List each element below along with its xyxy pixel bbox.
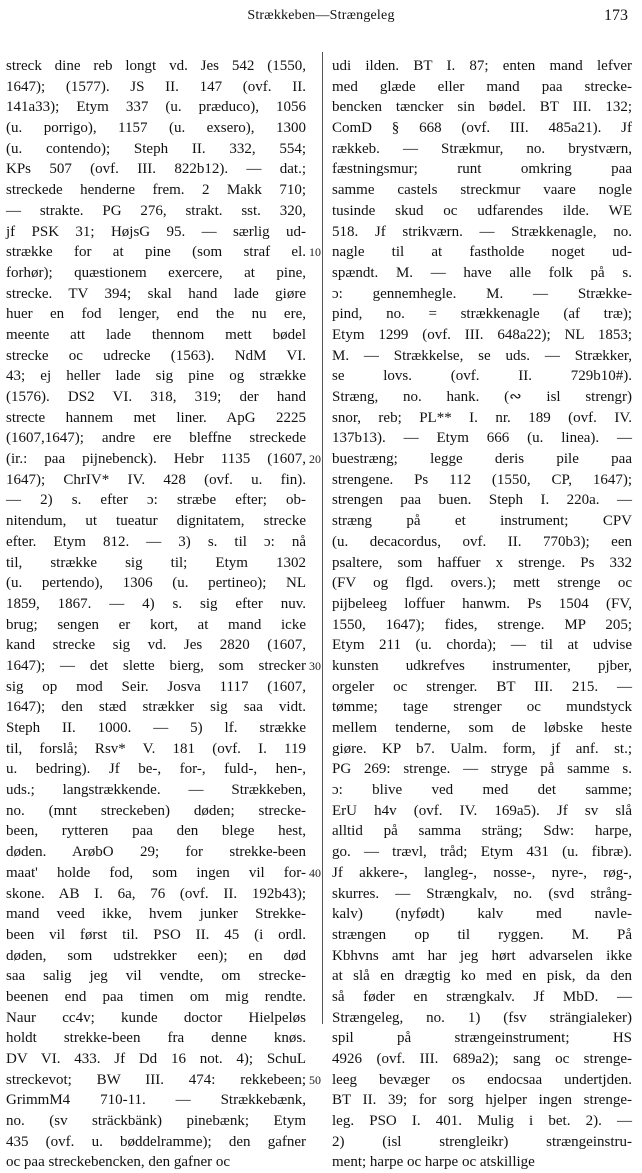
text-line: (u. contendo); Steph II. 332, 554; — [6, 140, 306, 157]
text-line: alltid på samma sträng; Sdw: harpe, — [332, 823, 632, 840]
text-line: (u. decacordus, ovf. II. 770b3); een — [332, 533, 632, 550]
text-line: at slå en drægtig ko med en pisk, da den — [332, 968, 632, 985]
text-line: (1576). DS2 VI. 318, 319; der hand — [6, 389, 306, 405]
text-line: 43; ej heller lade sig pine og strække — [6, 368, 306, 385]
text-line: udi ilden. BT I. 87; enten mand lefver — [332, 58, 632, 74]
text-line: uds.; langstrækkende. — Strækkeben, — [6, 782, 306, 799]
text-line: tusinde skud oc udfarendes ilde. WE — [332, 202, 632, 219]
text-line: fæstningsmur; runt omkring paa — [332, 161, 632, 178]
text-line: (u. pertendo), 1306 (u. pertineo); NL — [6, 575, 306, 592]
text-line: mand veed ikke, hvem junker Strekke- — [6, 906, 306, 923]
text-line: maat' holde fod, som ingen vil for- — [6, 864, 306, 881]
text-line: efter. Etym 812. — 3) s. til ɔ: nå — [6, 533, 306, 550]
text-line: leeg bevæger os endocsaa undertjden. — [332, 1071, 632, 1088]
text-line: Steph II. 1000. — 5) lf. strække — [6, 720, 306, 736]
text-line: 137b13). — Etym 666 (u. linea). — — [332, 430, 632, 447]
text-line: holdt strekke-been fra denne knøs. — [6, 1030, 306, 1047]
text-line: Etym 211 (u. chorda); — til at udvise — [332, 637, 632, 654]
text-line: 4926 (ovf. III. 689a2); sang oc strenge- — [332, 1051, 632, 1067]
text-line: meente att lade thennom mett bødel — [6, 326, 306, 343]
text-line: døden. ArøbO 29; for strekke-been — [6, 844, 306, 861]
text-line: strængen op til ryggen. M. På — [332, 926, 632, 943]
text-line: been, rytteren paa den blege hest, — [6, 823, 306, 840]
text-line: Etym 1299 (ovf. III. 648a22); NL 1853; — [332, 326, 632, 343]
text-line: ComD § 668 (ovf. III. 485a21). Jf — [332, 120, 632, 137]
line-number: 30 — [309, 659, 321, 674]
text-line: orgeler oc strenger. BT III. 215. — — [332, 678, 632, 695]
text-line: strengen paa buen. Steph I. 220a. — — [332, 492, 632, 509]
text-line: døden, som udstrekker een); en død — [6, 947, 306, 964]
text-line: 518. Jf strikværn. — Strækkenagle, no. — [332, 223, 632, 240]
text-line: BT II. 39; for sorg hjelper ingen strenge- — [332, 1092, 632, 1109]
text-line: Stræng, no. hank. (∾ isl strengr) — [332, 389, 632, 405]
text-line: 141a33); Etym 337 (u. præduco), 1056 — [6, 99, 306, 116]
text-line: med glæde eller mand paa strecke- — [332, 78, 632, 95]
text-line: brug; sengen er kort, at mand icke — [6, 616, 306, 633]
text-line: kalv) (nyfødt) kalv med navle- — [332, 906, 632, 923]
text-line: Kbhvns amt har jeg hørt advarselen ikke — [332, 947, 632, 964]
text-line: no. (mnt streckeben) døden; strecke- — [6, 802, 306, 819]
line-number-margin — [309, 56, 333, 1088]
text-line: go. — trævl, tråd; Etym 431 (u. fibræ). — [332, 844, 632, 861]
text-line: nagle til at fastholde noget ud- — [332, 244, 632, 261]
text-line: (1607,1647); andre ere bleffne streckede — [6, 430, 306, 447]
text-line: strengene. Ps 112 (1550, CP, 1647); — [332, 471, 632, 488]
page-title: Strækkeben—Strængeleg — [247, 8, 395, 23]
text-line: huer en fod lenger, end the nu ere, — [6, 306, 306, 323]
text-line: been vil først til. PSO II. 45 (i ordl. — [6, 926, 306, 943]
text-line: strecke. TV 394; skal hand lade giøre — [6, 285, 306, 302]
text-line: psaltere, som haffuer x strenge. Ps 332 — [332, 554, 632, 571]
text-line: sig op mod Seir. Josva 1117 (1607, — [6, 678, 306, 695]
text-line: KPs 507 (ovf. III. 822b12). — dat.; — [6, 161, 306, 178]
text-line: GrimmM4 710-11. — Strækkebænk, — [6, 1092, 306, 1109]
text-line: kunsten udkrefves instrumenter, pjber, — [332, 657, 632, 674]
text-line: 1550, 1647); fides, strenge. MP 205; — [332, 616, 632, 633]
text-line: giøre. KP b7. Ualm. form, jf anf. st.; — [332, 740, 632, 757]
text-line: Naur cc4v; kunde doctor Hielpeløs — [6, 1009, 306, 1026]
text-line: bencken tæncker sin bødel. BT III. 132; — [332, 99, 632, 116]
text-line: Strængeleg, no. 1) (fsv strängialeker) — [332, 1009, 632, 1026]
text-line: skurres. — Strængkalv, no. (svd strång- — [332, 885, 632, 902]
text-line: ɔ: blive ved med det samme; — [332, 782, 632, 799]
line-number: 40 — [309, 866, 321, 881]
text-line: skone. AB I. 6a, 76 (ovf. II. 192b43); — [6, 885, 306, 902]
text-line: 1647); den stæd strækker sig saa vidt. — [6, 699, 306, 716]
text-line: til, forslå; Rsv* V. 181 (ovf. I. 119 — [6, 740, 306, 757]
text-line: forhør); quæstionem exercere, at pine, — [6, 264, 306, 281]
text-line: pijbeleeg loffuer hanwm. Ps 1504 (FV, — [332, 595, 632, 612]
text-line: nitendum, ut tueatur dignitatem, strecke — [6, 513, 306, 530]
text-line: ErU h4v (ovf. IV. 169a5). Jf sv slå — [332, 802, 632, 819]
text-line: saa salig jeg vil vendte, om strecke- — [6, 968, 306, 985]
text-line: spil på strængeinstrument; HS — [332, 1030, 632, 1047]
text-line: mellem tenderne, som de løbske heste — [332, 720, 632, 736]
text-line: kand strecke sig vd. Jes 2820 (1607, — [6, 637, 306, 654]
line-number: 10 — [309, 245, 321, 260]
text-line: 1647); (1577). JS II. 147 (ovf. II. — [6, 78, 306, 95]
right-column — [332, 56, 632, 1171]
text-line: til, strække sig til; Etym 1302 — [6, 554, 306, 571]
text-line: streckede henderne frem. 2 Makk 710; — [6, 182, 306, 199]
text-line: (FV og flgd. overs.); mett strenge oc — [332, 575, 632, 592]
text-line: snor, reb; PL** I. nr. 189 (ovf. IV. — [332, 409, 632, 426]
text-line: — strakte. PG 276, strakt. sst. 320, — [6, 202, 306, 219]
text-line: ɔ: gennemhegle. M. — Strække- — [332, 285, 632, 302]
text-line: (u. porrigo), 1157 (u. exsero), 1300 — [6, 120, 306, 137]
text-line: pind, no. = strækkenagle (af træ); — [332, 306, 632, 323]
text-line: PG 269: strenge. — stryge på samme s. — [332, 761, 632, 778]
text-line: Jf akkere-, langleg-, nosse-, nyre-, røg-, — [332, 864, 632, 881]
text-line: u. bedring). Jf be-, for-, fuld-, hen-, — [6, 761, 306, 778]
page-number: 173 — [604, 7, 628, 24]
text-line: strecke oc udrecke (1563). NdM VI. — [6, 347, 306, 364]
text-line: rækkeb. — Strækmur, no. brystværn, — [332, 140, 632, 157]
text-line: streckevot; BW III. 474: rekkebeen; — [6, 1071, 306, 1088]
text-line: M. — Strækkelse, se uds. — Strækker, — [332, 347, 632, 364]
text-line: 1647); ChrIV* IV. 428 (ovf. u. fin). — [6, 471, 306, 488]
text-line: stræng på et instrument; CPV — [332, 513, 632, 530]
text-line: no. (sv sträckbänk) pinebænk; Etym — [6, 1113, 306, 1130]
text-line: så føder en strængkalv. Jf MbD. — — [332, 988, 632, 1005]
text-line: oc paa streckebencken, den gafner oc — [6, 1154, 231, 1171]
text-line: beenen end paa timen om mig rendte. — [6, 988, 306, 1005]
text-line: se lovs. (ovf. II. 729b10#). — [332, 368, 632, 385]
line-number: 50 — [309, 1073, 321, 1088]
text-line: strække for at pine (som straf el. — [6, 244, 306, 261]
text-line: ment; harpe oc harpe oc atskillige — [332, 1154, 535, 1171]
line-number: 20 — [309, 452, 321, 467]
text-line: leg. PSO I. 401. Mulig i bet. 2). — — [332, 1113, 632, 1130]
text-line: (ir.: paa pijnebenck). Hebr 1135 (1607, — [6, 451, 306, 468]
running-head — [0, 8, 642, 28]
text-line: spændt. M. — have alle folk på s. — [332, 264, 632, 281]
text-line: strecte hannem met liner. ApG 2225 — [6, 409, 306, 426]
text-line: — 2) s. efter ɔ: stræbe efter; ob- — [6, 492, 306, 509]
text-line: 1859, 1867. — 4) s. sig efter nuv. — [6, 595, 306, 612]
text-line: 2) (isl strengleikr) strængeinstru- — [332, 1133, 632, 1150]
text-line: buestræng; legge deris pile paa — [332, 451, 632, 468]
text-line: DV VI. 433. Jf Dd 16 not. 4); SchuL — [6, 1051, 306, 1067]
left-column — [6, 56, 306, 1171]
text-line: streck dine reb longt vd. Jes 542 (1550, — [6, 58, 306, 74]
text-line: jf PSK 31; HøjsG 95. — særlig ud- — [6, 223, 306, 240]
text-line: samme castels streckmur vaare nogle — [332, 182, 632, 199]
text-line: 1647); — det slette bierg, som strecker — [6, 657, 306, 674]
text-line: 435 (ovf. u. bøddelramme); den gafner — [6, 1133, 306, 1150]
text-line: tømme; tage strenger oc mundstyck — [332, 699, 632, 716]
